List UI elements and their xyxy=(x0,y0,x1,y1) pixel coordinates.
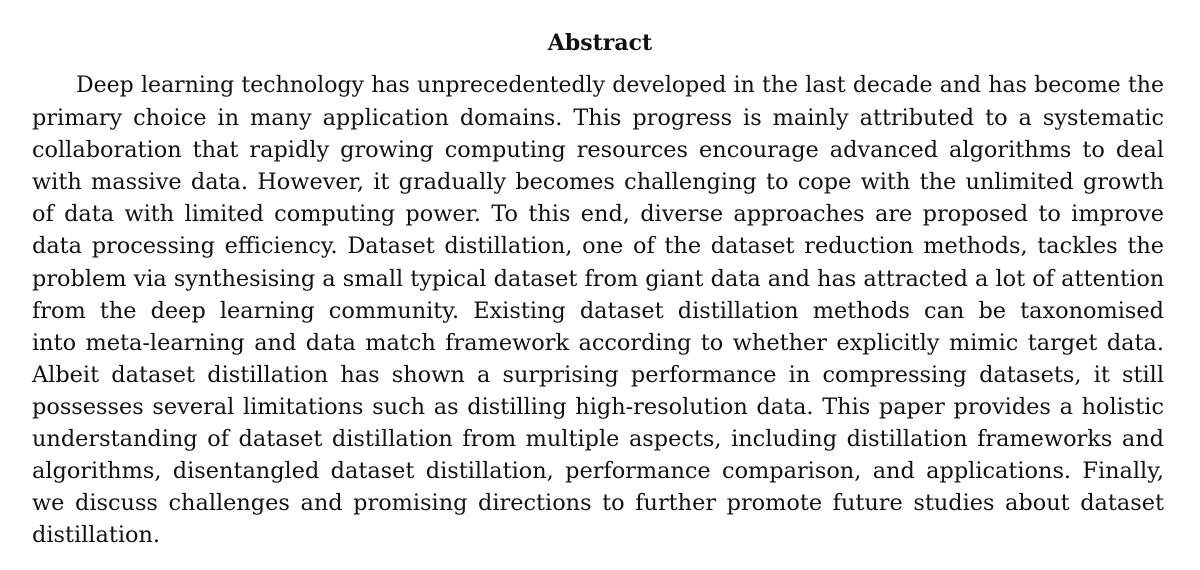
abstract-line: Deep learning technology has unprecedentedly developed in the last decade and has become the xyxy=(76,73,1164,98)
abstract-line: from the deep learning community. Existing dataset distillation methods can be taxonomised xyxy=(32,297,1164,324)
abstract-line: understanding of dataset distillation from multiple aspects, including distillation frameworks and xyxy=(32,426,1164,453)
abstract-line: with massive data. However, it gradually becomes challenging to cope with the unlimited growth xyxy=(32,169,1164,196)
abstract-body xyxy=(32,70,1164,551)
abstract-line: collaboration that rapidly growing computing resources encourage advanced algorithms to deal xyxy=(32,137,1164,164)
abstract-line: primary choice in many application domains. This progress is mainly attributed to a systematic xyxy=(32,105,1164,132)
abstract-line: we discuss challenges and promising directions to further promote future studies about dataset xyxy=(32,490,1164,517)
abstract-line: possesses several limitations such as distilling high-resolution data. This paper provides a holistic xyxy=(32,393,1164,420)
abstract-line: distillation. xyxy=(32,522,160,549)
abstract-heading: Abstract xyxy=(547,30,653,56)
abstract-line: of data with limited computing power. To this end, diverse approaches are proposed to improve xyxy=(32,201,1164,228)
abstract-line: algorithms, disentangled dataset distillation, performance comparison, and applications. Finally, xyxy=(32,458,1164,485)
abstract-line: data processing efficiency. Dataset distillation, one of the dataset reduction methods, tackles the xyxy=(32,233,1164,260)
abstract-line: into meta-learning and data match framework according to whether explicitly mimic target data. xyxy=(32,329,1164,356)
abstract-line: problem via synthesising a small typical dataset from giant data and has attracted a lot of attention xyxy=(32,265,1165,292)
abstract-line: Albeit dataset distillation has shown a surprising performance in compressing datasets, it still xyxy=(32,361,1164,388)
